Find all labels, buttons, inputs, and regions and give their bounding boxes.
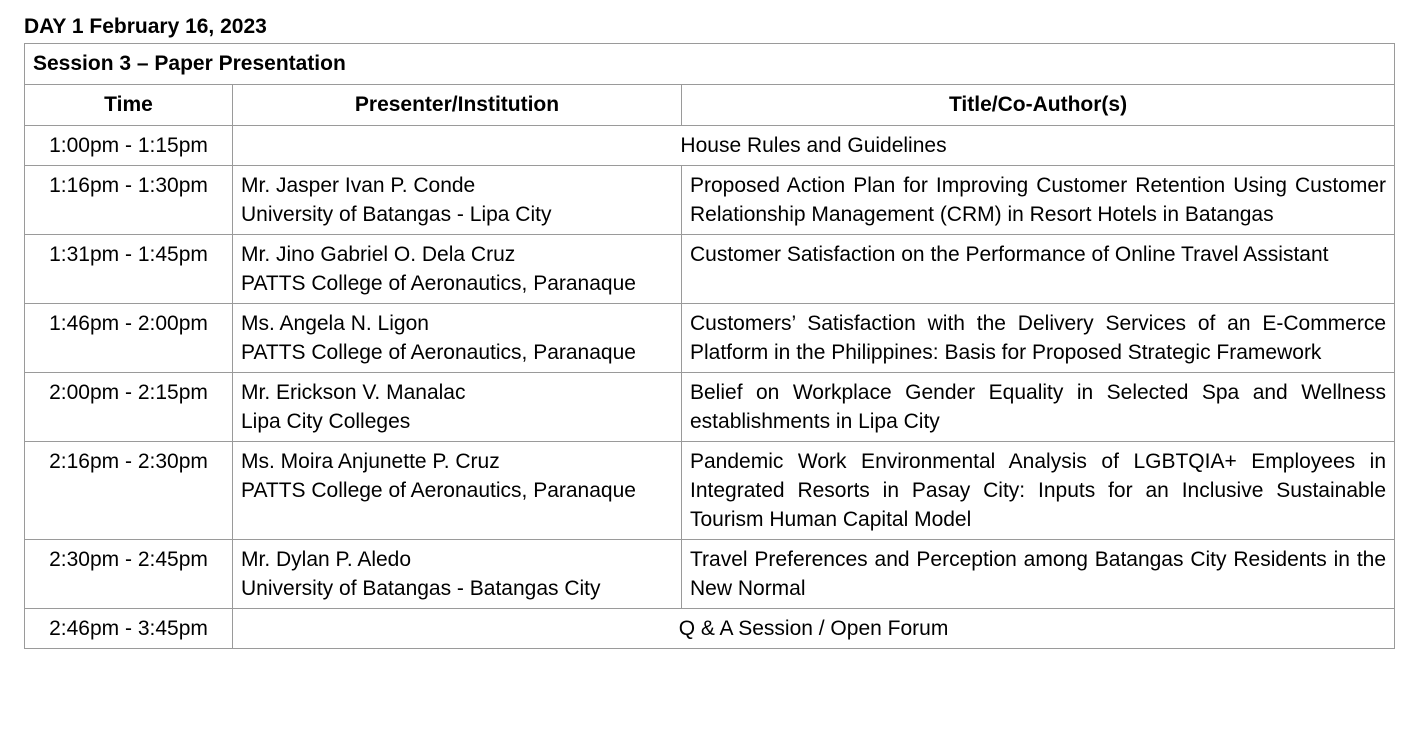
presenter-name: Ms. Angela N. Ligon [241,312,429,335]
presenter-name: Mr. Jino Gabriel O. Dela Cruz [241,243,516,266]
presenter-cell [233,304,682,373]
time-cell: 2:46pm - 3:45pm [25,609,233,649]
table-row [25,442,1395,540]
table-row [25,540,1395,609]
presenter-institution: Lipa City Colleges [241,410,411,433]
time-cell: 2:16pm - 2:30pm [25,442,233,540]
time-cell: 2:30pm - 2:45pm [25,540,233,609]
header-presenter: Presenter/Institution [233,85,682,126]
presenter-institution: PATTS College of Aeronautics, Paranaque [241,479,636,502]
presenter-cell [233,540,682,609]
table-row [25,235,1395,304]
presenter-name: Mr. Jasper Ivan P. Conde [241,174,476,197]
session-title: Session 3 – Paper Presentation [25,44,1395,85]
presenter-cell [233,373,682,442]
time-cell: 1:00pm - 1:15pm [25,126,233,166]
presenter-institution: University of Batangas - Batangas City [241,577,601,600]
title-cell: Pandemic Work Environmental Analysis of LGBTQIA+ Employees in Integrated Resorts in Pasay City: Inputs for an Inclusive Sustainable Tourism Human Capital Model [682,442,1395,540]
presenter-institution: PATTS College of Aeronautics, Paranaque [241,341,636,364]
table-row [25,166,1395,235]
table-row [25,304,1395,373]
session-row [25,44,1395,85]
time-cell: 2:00pm - 2:15pm [25,373,233,442]
presenter-cell [233,235,682,304]
header-time: Time [25,85,233,126]
note-cell: House Rules and Guidelines [233,126,1395,166]
header-title: Title/Co-Author(s) [682,85,1395,126]
presenter-cell [233,442,682,540]
title-cell: Customers’ Satisfaction with the Delivery Services of an E-Commerce Platform in the Philippines: Basis for Proposed Strategic Framework [682,304,1395,373]
title-cell: Travel Preferences and Perception among Batangas City Residents in the New Normal [682,540,1395,609]
presenter-name: Mr. Dylan P. Aledo [241,548,412,571]
time-cell: 1:16pm - 1:30pm [25,166,233,235]
presenter-cell [233,166,682,235]
presenter-name: Ms. Moira Anjunette P. Cruz [241,450,500,473]
title-cell: Belief on Workplace Gender Equality in Selected Spa and Wellness establishments in Lipa City [682,373,1395,442]
time-cell: 1:46pm - 2:00pm [25,304,233,373]
table-row [25,373,1395,442]
table-row [25,609,1395,649]
title-cell: Customer Satisfaction on the Performance of Online Travel Assistant [682,235,1395,304]
schedule-table [24,43,1395,649]
table-row [25,126,1395,166]
presenter-institution: University of Batangas - Lipa City [241,203,552,226]
title-cell: Proposed Action Plan for Improving Customer Retention Using Customer Relationship Management (CRM) in Resort Hotels in Batangas [682,166,1395,235]
time-cell: 1:31pm - 1:45pm [25,235,233,304]
note-cell: Q & A Session / Open Forum [233,609,1395,649]
presenter-institution: PATTS College of Aeronautics, Paranaque [241,272,636,295]
table-header-row [25,85,1395,126]
day-heading: DAY 1 February 16, 2023 [24,15,267,38]
presenter-name: Mr. Erickson V. Manalac [241,381,466,404]
